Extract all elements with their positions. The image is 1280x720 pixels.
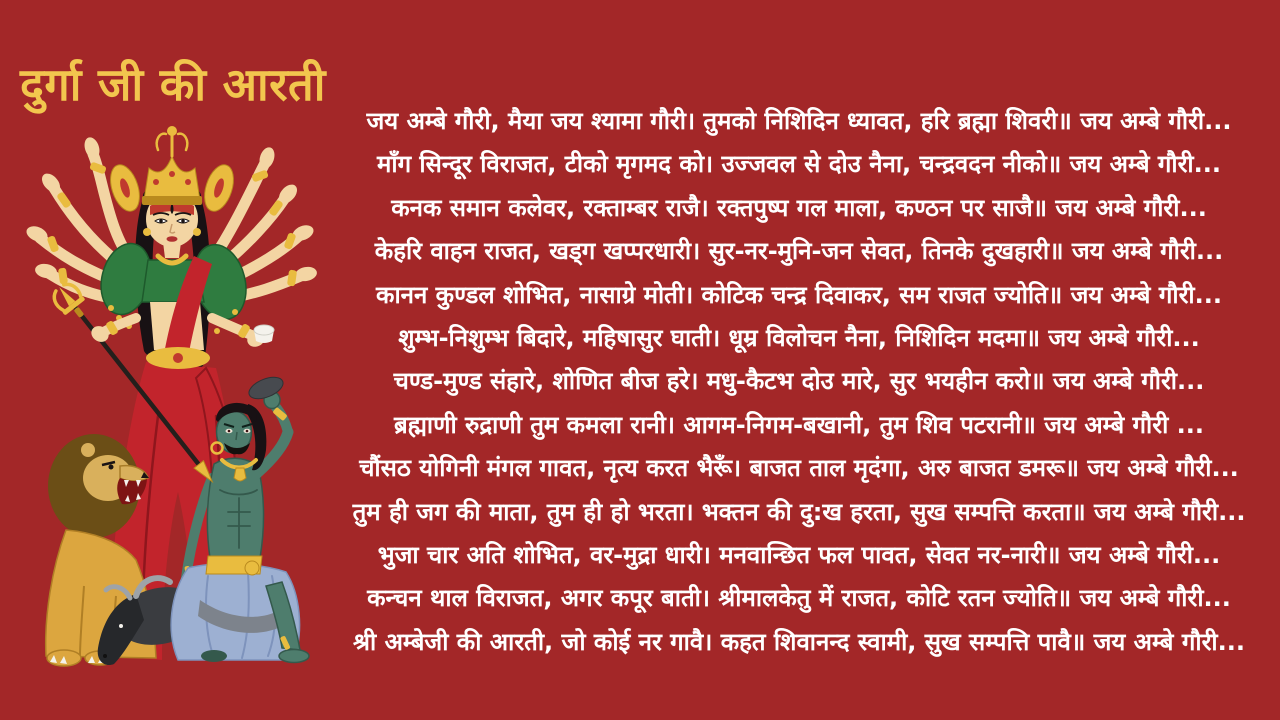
aarti-text [326, 100, 1272, 664]
verse-line: माँग सिन्दूर विराजत, टीको मृगमद को। उज्जवल से दोउ नैना, चन्द्रवदन नीको॥ जय अम्बे गौरी... [377, 150, 1221, 179]
verse-line: कन्चन थाल विराजत, अगर कपूर बाती। श्रीमालकेतु में राजत, कोटि रतन ज्योति॥ जय अम्बे गौरी... [367, 584, 1231, 613]
durga-illustration [8, 116, 343, 676]
verse-line: श्री अम्बेजी की आरती, जो कोई नर गावै। कहत शिवानन्द स्वामी, सुख सम्पत्ति पावै॥ जय अम्बे गौरी... [353, 627, 1245, 656]
verse-line: तुम ही जग की माता, तुम ही हो भरता। भक्तन की दु:ख हरता, सुख सम्पत्ति करता॥ जय अम्बे गौरी... [352, 497, 1246, 526]
verse-line: चण्ड-मुण्ड संहारे, शोणित बीज हरे। मधु-कैटभ दोउ मारे, सुर भयहीन करो॥ जय अम्बे गौरी... [393, 367, 1205, 396]
verse-line: शुम्भ-निशुम्भ बिदारे, महिषासुर घाती। धूम्र विलोचन नैना, निशिदिन मदमा॥ जय अम्बे गौरी... [398, 323, 1200, 352]
verse-line: ब्रह्माणी रुद्राणी तुम कमला रानी। आगम-निगम-बखानी, तुम शिव पटरानी॥ जय अम्बे गौरी ... [393, 410, 1204, 439]
verse-line: कनक समान कलेवर, रक्ताम्बर राजै। रक्तपुष्प गल माला, कण्ठन पर साजै॥ जय अम्बे गौरी... [391, 193, 1207, 222]
right-earring [193, 228, 201, 236]
verse-line: भुजा चार अति शोभित, वर-मुद्रा धारी। मनवान्छित फल पावत, सेवत नर-नारी॥ जय अम्बे गौरी... [377, 540, 1221, 569]
golden-crown [105, 126, 239, 215]
verse-line: चौंसठ योगिनी मंगल गावत, नृत्य करत भैरूँ। बाजत ताल मृदंगा, अरु बाजत डमरू॥ जय अम्बे गौरी... [359, 454, 1239, 483]
verse-line: केहरि वाहन राजत, खड्ग खप्परधारी। सुर-नर-मुनि-जन सेवत, तिनके दुखहारी॥ जय अम्बे गौरी... [374, 237, 1224, 266]
page-title: दुर्गा जी की आरती [20, 58, 326, 111]
verse-line: कानन कुण्डल शोभित, नासाग्रे मोती। कोटिक चन्द्र दिवाकर, सम राजत ज्योति॥ जय अम्बे गौरी... [376, 280, 1222, 309]
left-earring [143, 228, 151, 236]
verse-line: जय अम्बे गौरी, मैया जय श्यामा गौरी। तुमको निशिदिन ध्यावत, हरि ब्रह्मा शिवरी॥ जय अम्बे गौरी... [366, 107, 1232, 135]
